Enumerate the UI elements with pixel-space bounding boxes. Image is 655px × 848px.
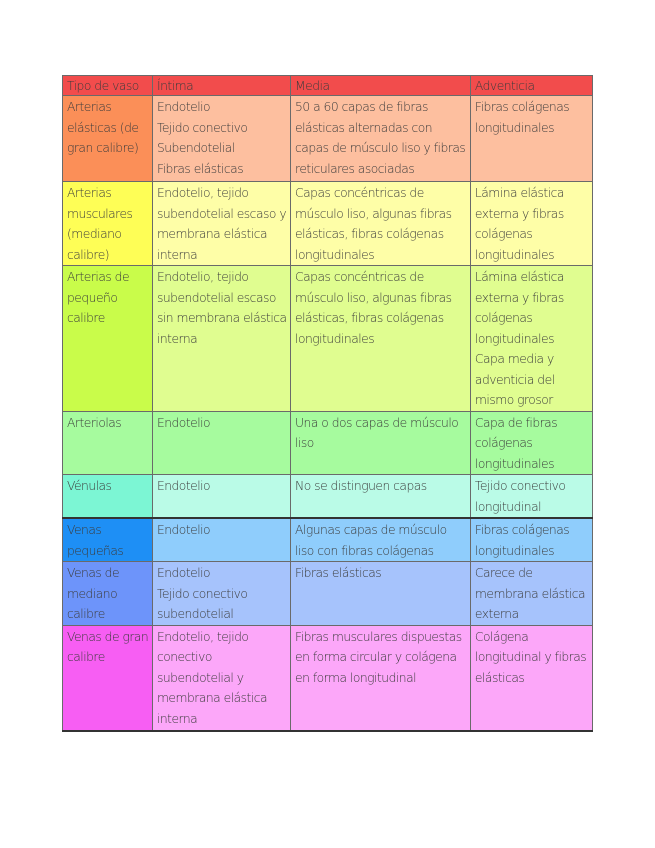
cell-text: Capas concéntricas de músculo liso, algunas fibras elásticas, fibras colágenas longitudinales bbox=[295, 270, 452, 346]
cell-text: Fibras elásticas bbox=[295, 566, 382, 580]
table-row bbox=[63, 562, 593, 626]
cell-text: Fibras colágenas longitudinales bbox=[474, 523, 570, 558]
table-cell-media bbox=[291, 625, 471, 731]
table-row bbox=[63, 266, 593, 412]
cell-text: Fibras musculares dispuestas en forma circular y colágena en forma longitudinal bbox=[295, 629, 462, 685]
cell-text: No se distinguen capas bbox=[295, 479, 427, 493]
cell-text: Arterias de pequeño calibre bbox=[67, 270, 130, 325]
cell-text: Venas pequeñas bbox=[67, 523, 124, 558]
cell-text: Endotelio bbox=[156, 479, 211, 493]
cell-text: Fibras elásticas bbox=[156, 161, 244, 176]
header-row bbox=[63, 76, 593, 96]
cell-text: Arteriolas bbox=[67, 415, 122, 430]
table-cell-intima bbox=[152, 475, 290, 519]
cell-text: Endotelio, tejido conectivo subendotelial y membrana elástica interna bbox=[156, 629, 268, 726]
table-cell-intima bbox=[152, 625, 290, 731]
table-cell-adventicia bbox=[470, 411, 592, 475]
table-cell-adventicia bbox=[470, 182, 592, 266]
cell-text: Capas concéntricas de músculo liso, algunas fibras elásticas, fibras colágenas longitudinales bbox=[295, 186, 452, 262]
cell-text: Algunas capas de músculo liso con fibras colágenas bbox=[295, 523, 447, 558]
cell-text: Venas de mediano calibre bbox=[67, 566, 120, 621]
cell-text: Endotelio bbox=[156, 566, 211, 580]
cell-text: Tejido conectivo longitudinal bbox=[474, 479, 566, 514]
table-cell-adventicia bbox=[470, 562, 592, 626]
header-cell-media: Media bbox=[291, 76, 471, 96]
table-cell-media bbox=[291, 411, 471, 475]
table-cell-tipo bbox=[63, 562, 153, 626]
table-cell-media bbox=[291, 518, 471, 562]
cell-text: Vénulas bbox=[67, 479, 112, 493]
table-row bbox=[63, 475, 593, 519]
cell-text: Endotelio, tejido subendotelial escaso sin membrana elástica interna bbox=[156, 270, 287, 346]
table-cell-tipo bbox=[63, 475, 153, 519]
cell-text: Una o dos capas de músculo liso bbox=[295, 415, 459, 450]
cell-text: Endotelio bbox=[156, 100, 211, 114]
cell-text: Subendotelial bbox=[156, 141, 235, 155]
table-cell-intima bbox=[152, 411, 290, 475]
table-cell-tipo bbox=[63, 182, 153, 266]
table-cell-tipo bbox=[63, 411, 153, 475]
table-row bbox=[63, 96, 593, 182]
cell-text: Carece de membrana elástica externa bbox=[474, 566, 586, 621]
table-cell-intima bbox=[152, 266, 290, 412]
cell-text: Capa media y adventicia del mismo grosor bbox=[474, 352, 555, 407]
cell-text: Endotelio bbox=[156, 523, 211, 537]
header-cell-intima: Íntima bbox=[152, 76, 290, 96]
table-row bbox=[63, 411, 593, 475]
table-row bbox=[63, 182, 593, 266]
header-cell-tipo: Tipo de vaso bbox=[63, 76, 153, 96]
cell-text: Tejido conectivo bbox=[156, 120, 248, 135]
cell-text: Arterias elásticas (de gran calibre) bbox=[67, 100, 139, 155]
table-row bbox=[63, 625, 593, 731]
table-cell-adventicia bbox=[470, 475, 592, 519]
cell-text: Tejido conectivo subendotelial bbox=[156, 586, 248, 621]
table-row bbox=[63, 518, 593, 562]
table-cell-tipo bbox=[63, 266, 153, 412]
table-cell-media bbox=[291, 266, 471, 412]
cell-text: Colágena longitudinal y fibras elásticas bbox=[474, 629, 587, 685]
table-cell-adventicia bbox=[470, 518, 592, 562]
cell-text: Endotelio, tejido subendotelial escaso y membrana elástica interna bbox=[156, 186, 287, 262]
table-cell-intima bbox=[152, 96, 290, 182]
table-cell-tipo bbox=[63, 625, 153, 731]
table-cell-media bbox=[291, 96, 471, 182]
table-cell-adventicia bbox=[470, 266, 592, 412]
cell-text: Capa de fibras colágenas longitudinales bbox=[474, 415, 558, 471]
cell-text: Arterias musculares (mediano calibre) bbox=[67, 186, 133, 262]
table-cell-tipo bbox=[63, 96, 153, 182]
cell-text: Lámina elástica externa y fibras colágenas longitudinales bbox=[474, 270, 564, 346]
cell-text: Venas de gran calibre bbox=[67, 629, 149, 664]
vessel-comparison-table bbox=[62, 75, 593, 732]
table-cell-intima bbox=[152, 518, 290, 562]
header-cell-adventicia: Adventicia bbox=[470, 76, 592, 96]
table-cell-intima bbox=[152, 562, 290, 626]
table-cell-media bbox=[291, 182, 471, 266]
table-cell-media bbox=[291, 475, 471, 519]
cell-text: Fibras colágenas longitudinales bbox=[474, 100, 570, 135]
table-cell-intima bbox=[152, 182, 290, 266]
table-cell-media bbox=[291, 562, 471, 626]
cell-text: Lámina elástica externa y fibras colágenas longitudinales bbox=[474, 186, 564, 262]
table-cell-adventicia bbox=[470, 96, 592, 182]
table-cell-adventicia bbox=[470, 625, 592, 731]
cell-text: Endotelio bbox=[156, 415, 211, 430]
table-cell-tipo bbox=[63, 518, 153, 562]
cell-text: 50 a 60 capas de fibras elásticas alternadas con capas de músculo liso y fibras reticulares asociadas bbox=[295, 100, 466, 176]
